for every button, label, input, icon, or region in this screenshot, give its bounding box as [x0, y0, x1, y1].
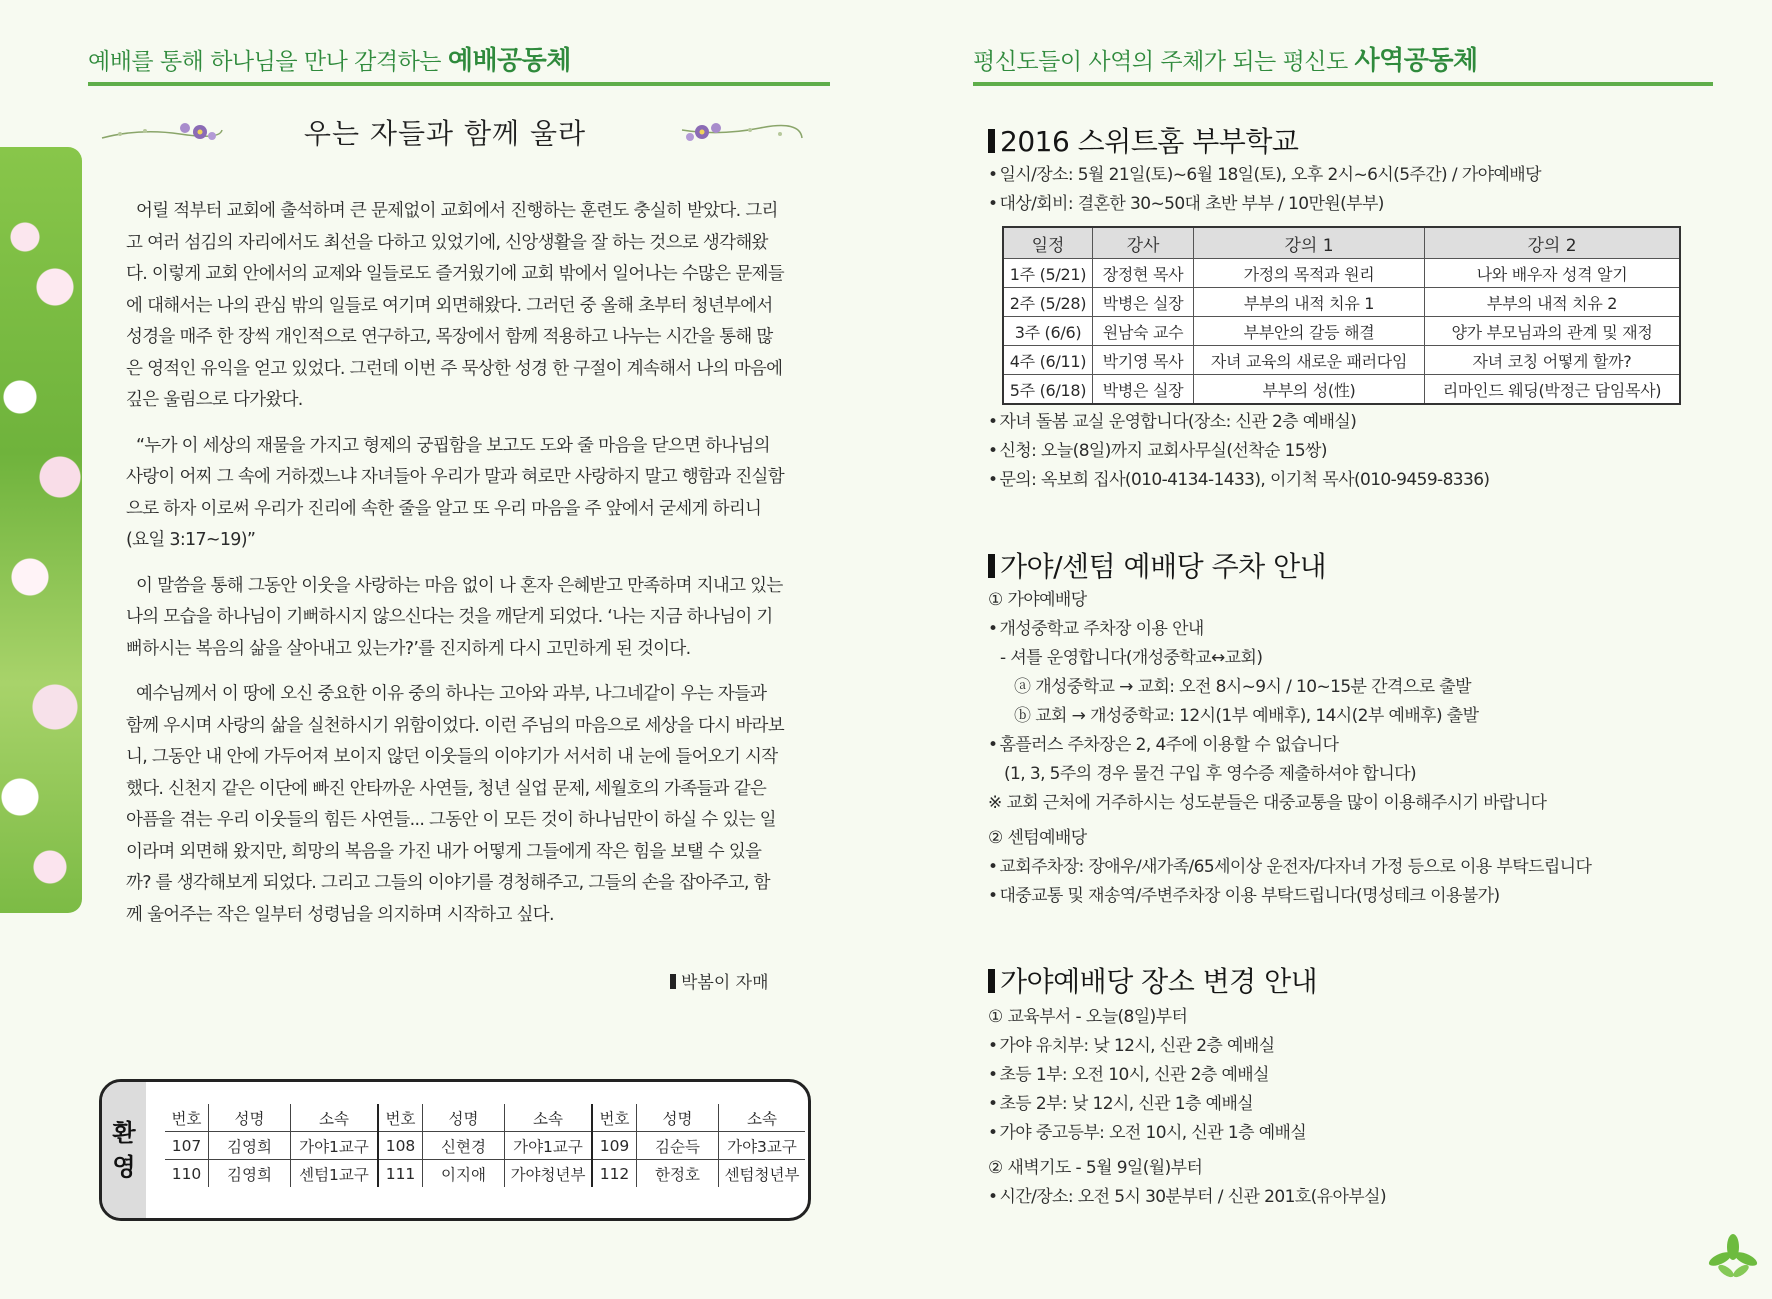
couples-school-info: • 일시/장소: 5월 21일(토)~6월 18일(토), 오후 2시~6시(5주간) / 가야예배당 • 대상/회비: 결혼한 30~50대 초반 부부 / 10만원(부부)	[988, 161, 1541, 219]
right-header-title: 사역공동체	[1354, 46, 1478, 76]
essay-title: 우는 자들과 함께 울라	[303, 117, 587, 150]
couples-school-schedule-table	[1002, 226, 1681, 405]
essay-paragraph: 예수님께서 이 땅에 오신 중요한 이유 중의 하나는 고아와 과부, 나그네같이 우는 자들과 함께 우시며 사랑의 삶을 실천하시기 위함이었다. 이런 주님의 마음으로 세상을 다시 바라보니, 그동안 내 안에 가두어져 보이지 않던 이웃들의 이야기가 서서히 내 눈에 들어오기 시작했다. 신천지 같은 이단에 빠진 안타까운 사연들, 청년 실업 문제, 세월호의 가족들과 같은 아픔을 겪는 우리 이웃들의 힘든 사연들... 그동안 이 모든 것이 하나님만이 하실 수 있는 일이라며 외면해 왔지만, 희망의 복음을 가진 내가 어떻게 그들에게 작은 힘을 보탤 수 있을까? 를 생각해보게 되었다. 그리고 그들의 이야기를 경청해주고, 그들의 손을 잡아주고, 함께 울어주는 작은 일부터 성령님을 의지하며 시작하고 싶다.	[126, 684, 784, 925]
essay-author: 박봄이 자매	[670, 968, 769, 993]
left-header-title: 예배공동체	[447, 46, 571, 76]
essay-body	[126, 196, 786, 945]
welcome-box	[99, 1079, 811, 1221]
cherry-blossom-photo	[0, 147, 82, 913]
table-header-row: 번호 성명 소속 번호 성명 소속 번호 성명 소속	[165, 1104, 805, 1132]
parking-info: ① 가야예배당 • 개성중학교 주차장 이용 안내 - 셔틀 운영합니다(개성중학교↔교회) ⓐ 개성중학교 → 교회: 오전 8시~9시 / 10~15분 간격으로 출발 ⓑ 교회 → 개성중학교: 12시(1부 예배후), 14시(2부 예배후) 출발 • 홈플러스 주차장은 2, 4주에 이용할 수 없습니다 (1, 3, 5주의 경우 물건 구입 후 영수증 제출하셔야 합니다) ※ 교회 근처에 거주하시는 성도분들은 대중교통을 많이 이용해주시기 바랍니다 ② 센텀예배당 • 교회주차장: 장애우/새가족/65세이상 운전자/다자녀 가정 등으로 이용 부탁드립니다 • 대중교통 및 재송역/주변주차장 이용 부탁드립니다(명성테크 이용불가)	[988, 586, 1591, 911]
parking-title: 가야/센텀 예배당 주차 안내	[988, 545, 1326, 585]
left-section-header	[88, 40, 830, 86]
couples-school-notes: • 자녀 돌봄 교실 운영합니다(장소: 신관 2층 예배실) • 신청: 오늘(8일)까지 교회사무실(선착순 15쌍) • 문의: 옥보희 집사(010-4134-1433), 이기척 목사(010-9459-8336)	[988, 408, 1489, 495]
table-row: 2주 (5/28) 박병은 실장 부부의 내적 치유 1 부부의 내적 치유 2	[1003, 288, 1680, 317]
table-row: 5주 (6/18) 박병은 실장 부부의 성(性) 리마인드 웨딩(박정근 담임목사)	[1003, 375, 1680, 405]
table-row: 3주 (6/6) 원남숙 교수 부부안의 갈등 해결 양가 부모님과의 관계 및 재정	[1003, 317, 1680, 346]
welcome-table	[165, 1104, 805, 1187]
table-row: 1주 (5/21) 장정현 목사 가정의 목적과 원리 나와 배우자 성격 알기	[1003, 259, 1680, 288]
table-row: 110 김영희 센텀1교구 111 이지애 가야청년부 112 한정호 센텀청년부	[165, 1160, 805, 1188]
right-header-rule	[973, 82, 1713, 86]
left-header-rule	[88, 82, 830, 86]
right-header-subtitle: 평신도들이 사역의 주체가 되는 평신도	[973, 49, 1355, 75]
flower-ornament-right-icon	[680, 118, 805, 146]
venue-change-title: 가야예배당 장소 변경 안내	[988, 960, 1317, 1000]
left-header-subtitle: 예배를 통해 하나님을 만나 감격하는	[88, 49, 448, 75]
essay-paragraph: 어릴 적부터 교회에 출석하며 큰 문제없이 교회에서 진행하는 훈련도 충실히 받았다. 그리고 여러 섬김의 자리에서도 최선을 다하고 있었기에, 신앙생활을 잘 하는 것으로 생각해왔다. 이렇게 교회 안에서의 교제와 일들로도 즐거웠기에 교회 밖에서 일어나는 수많은 문제들에 대해서는 나의 관심 밖의 일들로 여기며 외면해왔다. 그러던 중 올해 초부터 청년부에서 성경을 매주 한 장씩 개인적으로 연구하고, 목장에서 함께 적용하고 나누는 시간을 통해 많은 영적인 유익을 얻고 있었다. 그런데 이번 주 묵상한 성경 한 구절이 계속해서 나의 마음에 깊은 울림으로 다가왔다.	[126, 201, 784, 410]
table-row: 107 김영희 가야1교구 108 신현경 가야1교구 109 김순득 가야3교구	[165, 1132, 805, 1160]
essay-paragraph: 이 말씀을 통해 그동안 이웃을 사랑하는 마음 없이 나 혼자 은혜받고 만족하며 지내고 있는 나의 모습을 하나님이 기뻐하시지 않으신다는 것을 깨닫게 되었다. ‘나는 지금 하나님이 기뻐하시는 복음의 삶을 살아내고 있는가?’를 진지하게 다시 고민하게 된 것이다.	[126, 575, 783, 659]
leaf-logo-icon	[1708, 1233, 1758, 1285]
essay-paragraph: “누가 이 세상의 재물을 가지고 형제의 궁핍함을 보고도 도와 줄 마음을 닫으면 하나님의 사랑이 어찌 그 속에 거하겠느냐 자녀들아 우리가 말과 혀로만 사랑하지 말고 행함과 진실함으로 하자 이로써 우리가 진리에 속한 줄을 알고 또 우리 마음을 주 앞에서 굳세게 하리니 (요일 3:17~19)”	[126, 435, 784, 550]
table-header-row: 일정 강사 강의 1 강의 2	[1003, 227, 1680, 259]
flower-ornament-left-icon	[100, 118, 225, 146]
table-row: 4주 (6/11) 박기영 목사 자녀 교육의 새로운 패러다임 자녀 코칭 어떻게 할까?	[1003, 346, 1680, 375]
venue-change-info: ① 교육부서 - 오늘(8일)부터 • 가야 유치부: 낮 12시, 신관 2층 예배실 • 초등 1부: 오전 10시, 신관 2층 예배실 • 초등 2부: 낮 12시, 신관 1층 예배실 • 가야 중고등부: 오전 10시, 신관 1층 예배실 ② 새벽기도 - 5월 9일(월)부터 • 시간/장소: 오전 5시 30분부터 / 신관 201호(유아부실)	[988, 1003, 1386, 1212]
couples-school-title: 2016 스위트홈 부부학교	[988, 120, 1298, 160]
right-section-header	[973, 40, 1713, 86]
welcome-label: 환 영	[102, 1082, 146, 1218]
